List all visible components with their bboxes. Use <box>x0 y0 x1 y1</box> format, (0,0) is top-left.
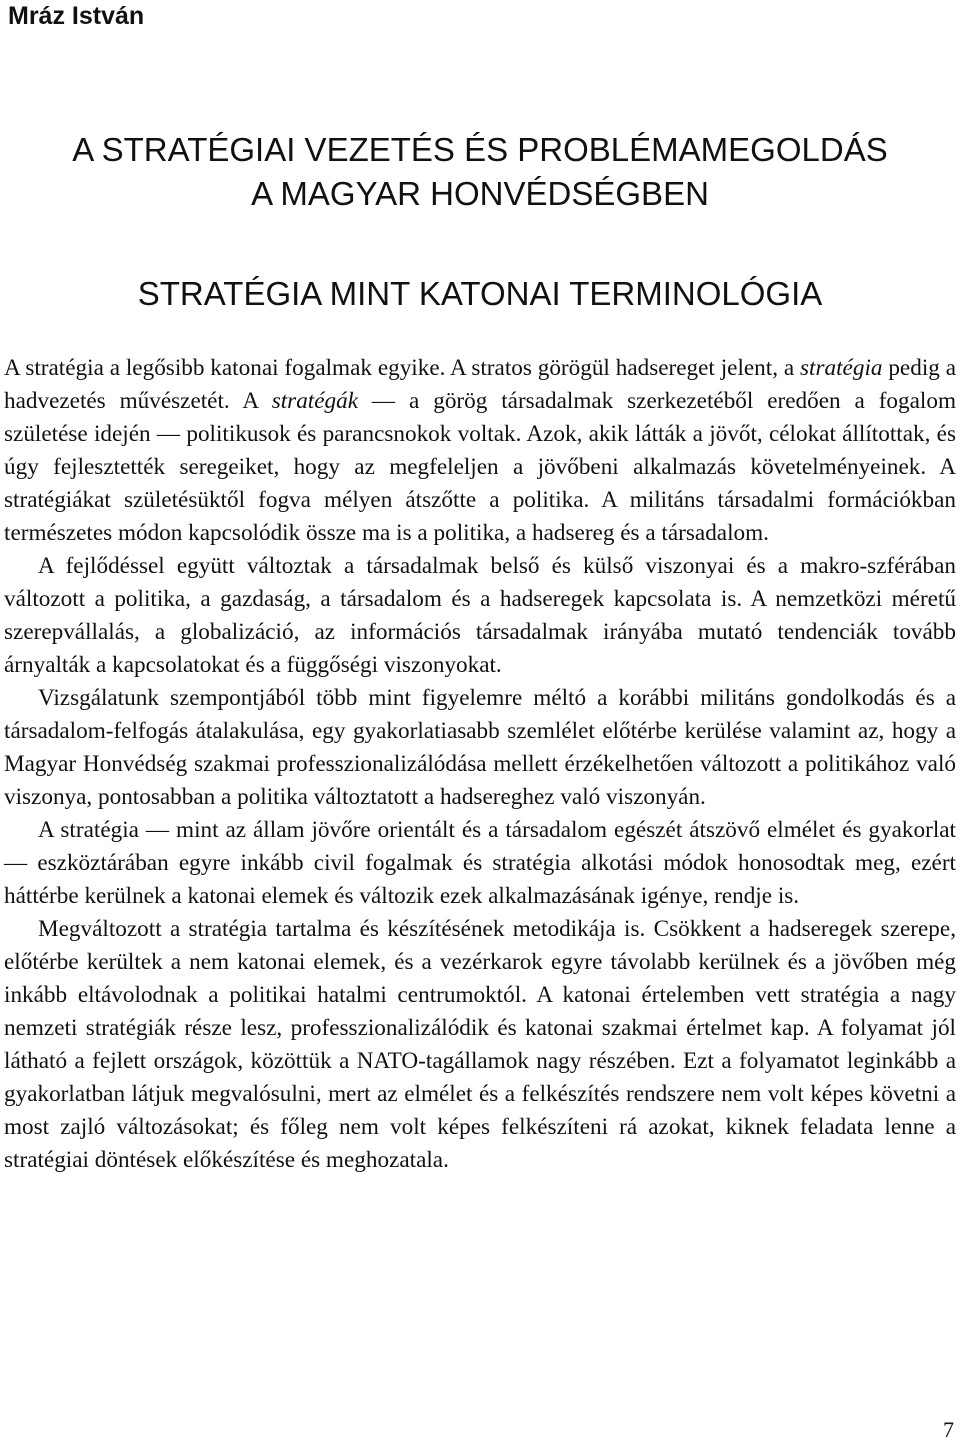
paragraph-2: A fejlődéssel együtt változtak a társadalmak belső és külső viszonyai és a makro-szférában változott a politika, a gazdaság, a társadalom és a hadseregek kapcsolata is. A nemzetközi méretű szerepvállalás, a globalizáció, az információs társadalmak irányába mutató tendenciák tovább árnyalták a kapcsolatokat és a függőségi viszonyokat. <box>4 553 956 678</box>
main-title-line-1: A STRATÉGIAI VEZETÉS ÉS PROBLÉMAMEGOLDÁS <box>72 131 888 168</box>
body-text <box>4 352 956 1177</box>
main-title <box>0 128 960 216</box>
main-title-line-2: A MAGYAR HONVÉDSÉGBEN <box>251 175 709 212</box>
term-strategak: stratégák <box>271 388 359 414</box>
paragraph-1-text-e: — a görög társadalmak szerkezetéből eredően a fogalom születése idején — politikusok és parancsnokok voltak. Azok, akik látták a jövőt, célokat állítottak, és úgy fejlesztették seregeiket, hogy az megfeleljen a jövőbeni alkalmazás követelményeinek. A stratégiákat születésüktől fogva mélyen átszőtte a politika. A militáns társadalmi formációkban természetes módon kapcsolódik össze ma is a politika, a hadsereg és a társadalom. <box>4 388 956 546</box>
paragraph-1-text-c: pedig a hadvezetés művészetét. A <box>4 355 957 414</box>
paragraph-1-text-a: A stratégia a legősibb katonai fogalmak egyike. A stratos görögül hadsereget jelent, a <box>4 355 801 381</box>
page-number: 7 <box>943 1417 954 1442</box>
paragraph-1 <box>4 352 956 550</box>
term-strategia: stratégia <box>800 355 883 381</box>
paragraph-5: Megváltozott a stratégia tartalma és készítésének metodikája is. Csökkent a hadseregek szerepe, előtérbe kerültek a nem katonai elemek, és a vezérkarok egyre távolabb kerülnek és a jövőben még inkább eltávolodnak a politikai hatalmi centrumoktól. A katonai értelemben vett stratégia a nagy nemzeti stratégiák része lesz, professzionalizálódik és katonai szakmai értelmet kap. A folyamat jól látható a fejlett országok, közöttük a NATO-tagállamok nagy részében. Ezt a folyamatot leginkább a gyakorlatban látjuk megvalósulni, mert az elmélet és a felkészítés rendszere nem volt képes követni a most zajló változásokat; és főleg nem volt képes felkészíteni rá azokat, kiknek feladata lenne a stratégiai döntések előkészítése és meghozatala. <box>4 916 956 1173</box>
paragraph-3: Vizsgálatunk szempontjából több mint figyelemre méltó a korábbi militáns gondolkodás és a társadalom-felfogás átalakulása, egy gyakorlatiasabb szemlélet előtérbe kerülése valamint az, hogy a Magyar Honvédség szakmai professzionalizálódása mellett érzékelhetően változott a politikához való viszonya, pontosabban a politika változtatott a hadsereghez való viszonyán. <box>4 685 956 810</box>
paragraph-4: A stratégia — mint az állam jövőre orientált és a társadalom egészét átszövő elmélet és gyakorlat — eszköztárában egyre inkább civil fogalmak és stratégia alkotási módok honosodtak meg, ezért háttérbe kerülnek a katonai elemek és változik ezek alkalmazásának igénye, rendje is. <box>4 817 956 909</box>
section-title: STRATÉGIA MINT KATONAI TERMINOLÓGIA <box>137 275 823 312</box>
author-name: Mráz István <box>8 2 145 30</box>
